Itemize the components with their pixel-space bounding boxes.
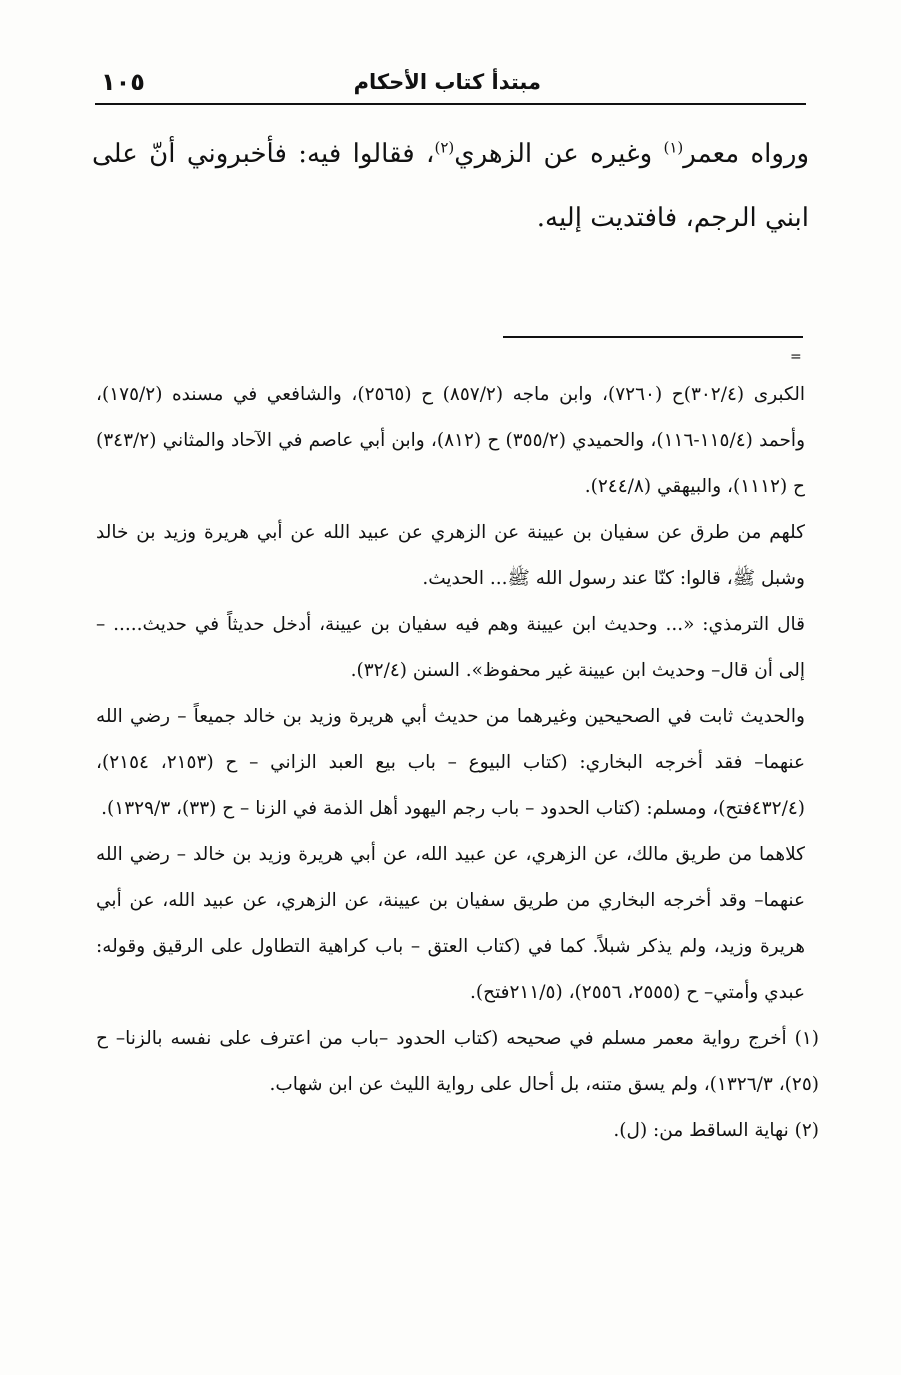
running-title: مبتدأ كتاب الأحكام [353, 70, 541, 94]
main-text-segment: ورواه معمر [683, 139, 810, 169]
running-header [95, 68, 806, 100]
main-text-segment: ، فقالوا فيه: فأخبروني أنّ على ابني الرجم، فافتديت إليه. [92, 139, 809, 233]
footnote-1: (١) أخرج رواية معمر مسلم في صحيحه (كتاب الحدود –باب من اعترف على نفسه بالزنا– ح (٢٥)، ١٣٢٦/٣)، ولم يسق متنه، بل أحال على رواية الليث عن ابن شهاب. [96, 1028, 819, 1095]
main-text-segment: وغيره عن الزهري [454, 139, 664, 169]
footnote-continuation: كلهم من طرق عن سفيان بن عيينة عن الزهري عن عبيد الله عن أبي هريرة وزيد بن خالد وشبل ﷺ، قالوا: كنّا عند رسول الله ﷺ... الحديث. [96, 522, 805, 589]
footnote-2: (٢) نهاية الساقط من: (ل). [613, 1120, 819, 1141]
main-paragraph [92, 122, 809, 250]
footnote-separator [503, 336, 803, 338]
footnote-continuation: كلاهما من طريق مالك، عن الزهري، عن عبيد الله، عن أبي هريرة وزيد بن خالد – رضي الله عنهما– وقد أخرجه البخاري من طريق سفيان بن عيينة، عن الزهري، عن عبيد الله، عن أبي هريرة وزيد، ولم يذكر شبلاً. كما في (كتاب العتق – باب كراهية التطاول على الرقيق وقوله: عبدي وأمتي– ح (٢٥٥٥، ٢٥٥٦)، (٢١١/٥فتح). [96, 844, 805, 1003]
footnote-ref-1: (١) [663, 138, 684, 157]
footnote-continuation: الكبرى (٣٠٢/٤)ح (٧٢٦٠)، وابن ماجه (٨٥٧/٢) ح (٢٥٦٥)، والشافعي في مسنده (١٧٥/٢)، وأحمد (١١٥/٤-١١٦)، والحميدي (٣٥٥/٢) ح (٨١٢)، وابن أبي عاصم في الآحاد والمثاني (٣٤٣/٢) ح (١١١٢)، والبيهقي (٢٤٤/٨). [96, 384, 805, 497]
footnote-continuation: قال الترمذي: «... وحديث ابن عيينة وهم فيه سفيان بن عيينة، أدخل حديثاً في حديث..... – إلى أن قال– وحديث ابن عيينة غير محفوظ». السنن (٣٢/٤). [96, 614, 805, 681]
main-text [92, 122, 809, 250]
footnotes [96, 372, 819, 1154]
footnote-continuation-mark: = [790, 349, 802, 365]
page-number: ١٠٥ [101, 68, 145, 96]
header-rule [95, 103, 806, 105]
footnote-continuation: والحديث ثابت في الصحيحين وغيرهما من حديث أبي هريرة وزيد بن خالد جميعاً – رضي الله عنهما– فقد أخرجه البخاري: (كتاب البيوع – باب بيع العبد الزاني – ح (٢١٥٣، ٢١٥٤)، (٤٣٢/٤فتح)، ومسلم: (كتاب الحدود – باب رجم اليهود أهل الذمة في الزنا – ح (٣٣)، ١٣٢٩/٣). [96, 706, 805, 819]
footnote-ref-2: (٢) [434, 138, 455, 157]
